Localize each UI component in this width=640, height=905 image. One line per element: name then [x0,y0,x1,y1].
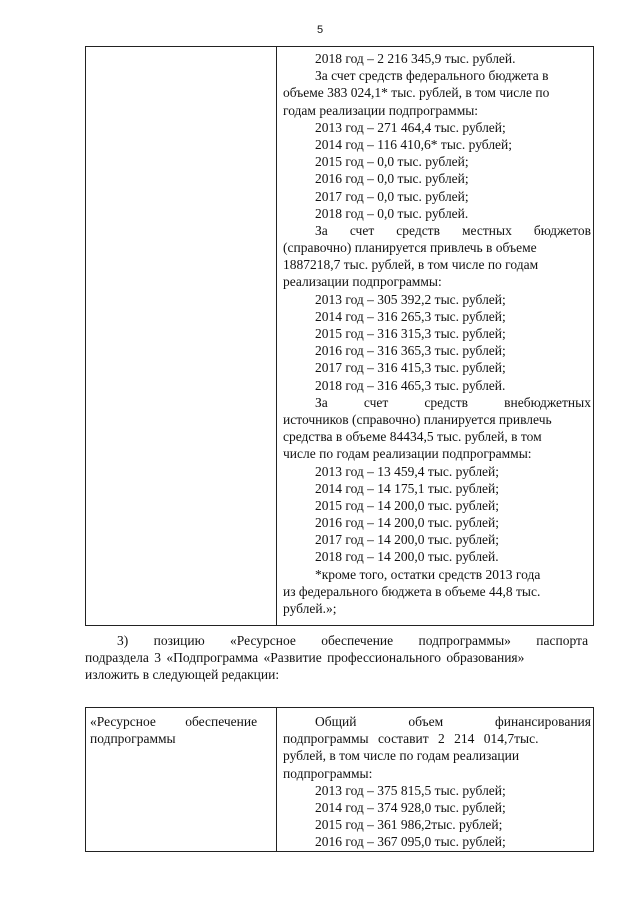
text-line: объеме 383 024,1* тыс. рублей, в том числе по [283,85,550,101]
year-line: 2017 год – 0,0 тыс. рублей; [315,188,469,204]
word: объем [408,714,444,729]
page-number: 5 [316,24,324,36]
year-line: 2015 год – 361 986,2тыс. рублей; [315,817,503,833]
text-line: реализации подпрограммы: [283,274,442,290]
year-line: 2013 год – 13 459,4 тыс. рублей; [315,463,500,479]
footnote-line: рублей.»; [283,601,337,616]
funding-cell [283,50,591,617]
paragraph-line: изложить в следующей редакции: [85,667,280,683]
year-line: 2015 год – 316 315,3 тыс. рублей; [315,326,506,341]
word: счет [349,222,375,238]
paragraph-line: подраздела 3 «Подпрограмма «Развитие профессионального образования» [85,650,525,666]
column-divider [276,47,277,625]
year-line: 2016 год – 316 365,3 тыс. рублей; [315,343,506,359]
year-line: 2017 год – 14 200,0 тыс. рублей; [315,532,500,548]
year-line: 2018 год – 0,0 тыс. рублей. [315,205,469,221]
year-line: 2014 год – 14 175,1 тыс. рублей; [315,480,500,496]
year-line: 2016 год – 0,0 тыс. рублей; [315,171,469,187]
word: средств [396,222,440,238]
year-line: 2013 год – 305 392,2 тыс. рублей; [315,291,506,307]
year-line: 2014 год – 374 928,0 тыс. рублей; [315,799,506,815]
word: местных [462,222,512,238]
word: средств [424,394,469,410]
word: финансирования [495,714,591,729]
year-line: 2016 год – 14 200,0 тыс. рублей; [315,515,500,531]
justified-line [283,713,591,730]
text-line: 1887218,7 тыс. рублей, в том числе по годам [283,257,539,273]
text-line: числе по годам реализации подпрограммы: [283,446,532,462]
footnote-line: из федерального бюджета в объеме 44,8 тыс. [283,583,541,599]
year-line: 2014 год – 116 410,6* тыс. рублей; [315,136,513,152]
word: Общий [315,714,357,729]
year-line: 2013 год – 271 464,4 тыс. рублей; [315,119,506,135]
text-line: (справочно) планируется привлечь в объеме [283,240,537,256]
year-line: 2018 год – 14 200,0 тыс. рублей. [315,549,499,565]
amendment-paragraph [85,632,594,684]
justified-line [283,394,591,411]
word: За [315,394,328,410]
text-line: подпрограммы: [283,765,373,781]
text-line: подпрограммы составит 2 214 014,7тыс. [283,731,539,747]
text-line: средства в объеме 84434,5 тыс. рублей, в том [283,429,542,445]
text-line: годам реализации подпрограммы: [283,102,479,118]
table-continued [85,46,594,626]
label-line: «Ресурсное обеспечение [90,714,258,729]
footnote-line: *кроме того, остатки средств 2013 года [315,566,541,582]
text-line: источников (справочно) планируется привлечь [283,411,552,427]
funding-cell [283,713,591,851]
word: бюджетов [533,222,591,238]
text-line: 2018 год – 2 216 345,9 тыс. рублей. [315,51,516,66]
text-line: За счет средств федерального бюджета в [315,68,549,84]
text-line: рублей, в том числе по годам реализации [283,748,520,764]
year-line: 2013 год – 375 815,5 тыс. рублей; [315,782,506,798]
year-line: 2014 год – 316 265,3 тыс. рублей; [315,308,506,324]
paragraph-line: 3) позицию «Ресурсное обеспечение подпрограммы» паспорта [117,633,589,648]
year-line: 2018 год – 316 465,3 тыс. рублей. [315,377,506,393]
year-line: 2017 год – 316 415,3 тыс. рублей; [315,360,506,376]
label-cell [90,713,272,747]
word: За [315,222,328,238]
word: счет [363,394,389,410]
table-resources [85,707,594,852]
column-divider [276,708,277,851]
word: внебюджетных [504,394,591,410]
label-line: подпрограммы [90,731,176,747]
year-line: 2015 год – 14 200,0 тыс. рублей; [315,497,500,513]
justified-line [283,222,591,239]
year-line: 2015 год – 0,0 тыс. рублей; [315,154,469,170]
year-line: 2016 год – 367 095,0 тыс. рублей; [315,834,506,850]
